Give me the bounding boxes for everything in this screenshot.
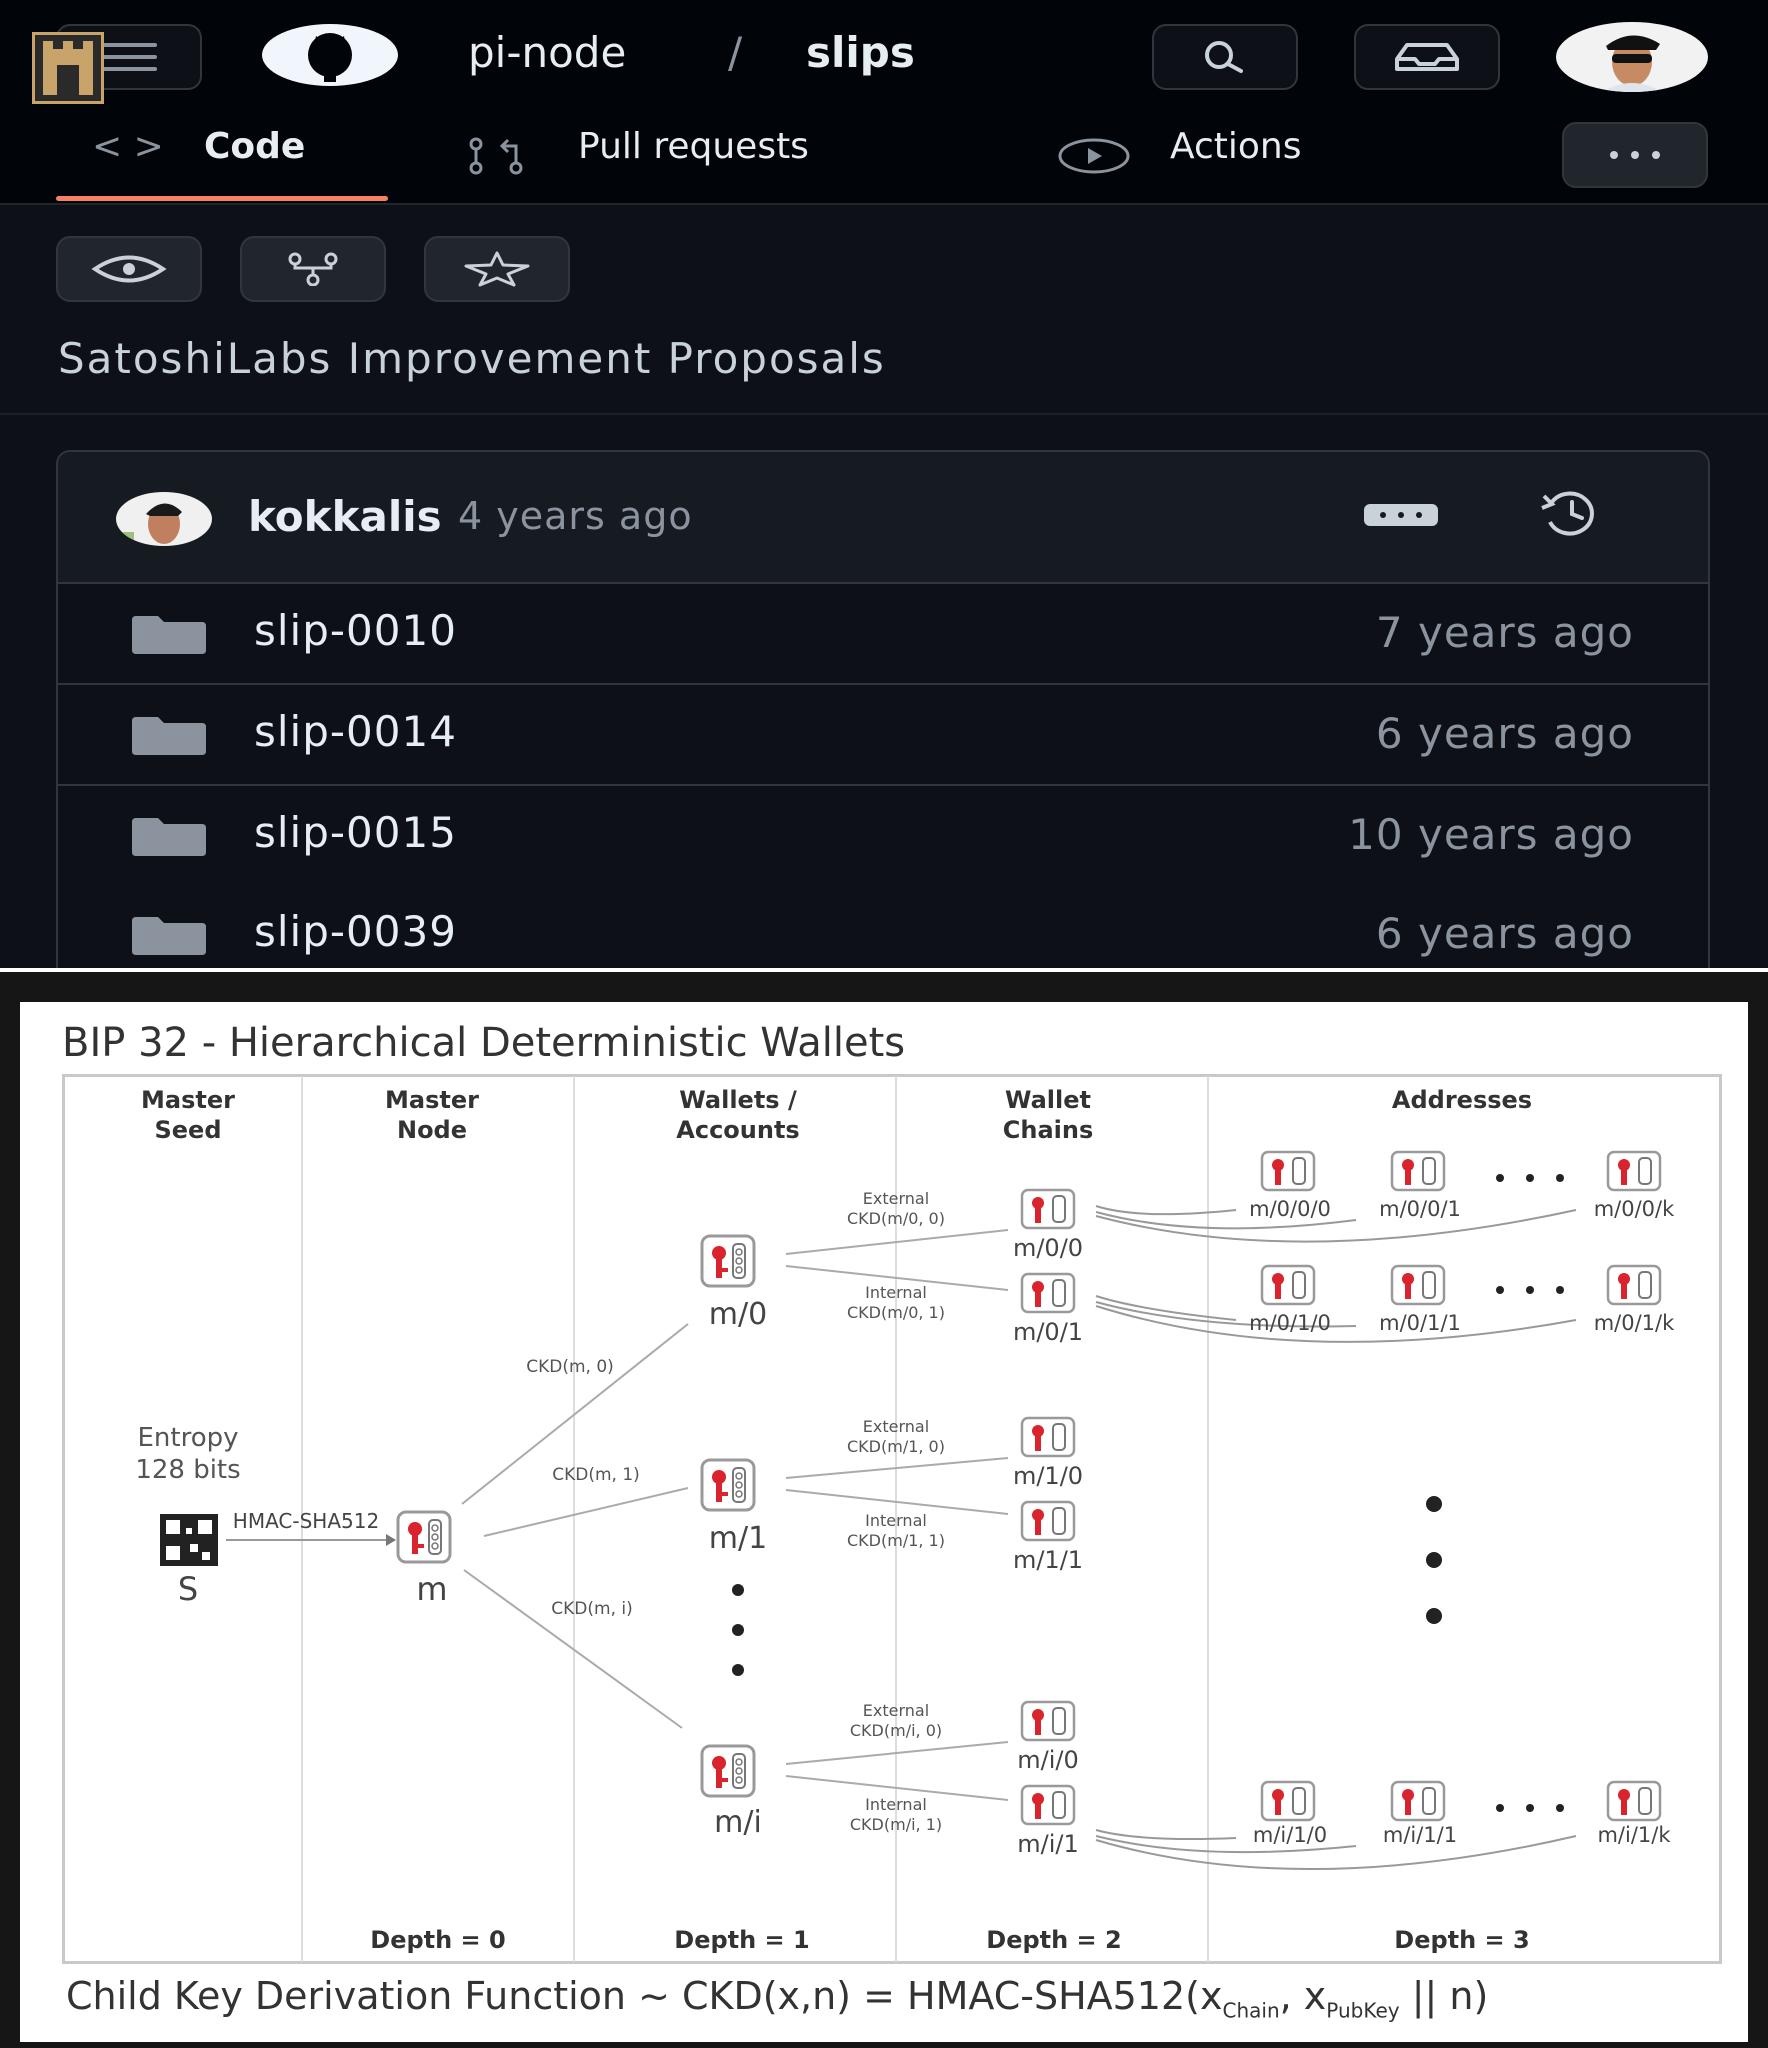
edge-label: CKD(m, 0) [526,1357,614,1377]
chain-key-icon [1022,1418,1074,1456]
file-age: 6 years ago [1375,909,1634,958]
address-label: m/0/1/0 [1249,1311,1331,1335]
depth-label: Depth = 3 [1394,1926,1530,1954]
chain-key-icon [1022,1786,1074,1824]
depth-label: Depth = 2 [986,1926,1122,1954]
chain-label: m/1/1 [1012,1546,1084,1574]
entropy-label: Entropy 128 bits [135,1423,241,1485]
address-label: m/0/1/1 [1379,1311,1461,1335]
chain-label: m/0/1 [1012,1318,1084,1346]
code-icon: < > [92,126,164,167]
chain-label: m/i/0 [1017,1746,1079,1774]
edge-label: External CKD(m/i, 0) [849,1701,943,1740]
breadcrumb-separator: / [728,28,743,77]
chain-label: m/1/0 [1012,1462,1084,1490]
column-header: Wallet Chains [1002,1086,1094,1144]
file-name[interactable]: slip-0010 [254,606,457,655]
chain-key-icon [1022,1502,1074,1540]
address-label: m/i/1/0 [1252,1823,1328,1847]
edge-label: Internal CKD(m/i, 1) [849,1795,943,1834]
edge-label: Internal CKD(m/0, 1) [847,1283,945,1322]
tab-actions[interactable]: Actions [1170,126,1302,167]
file-name[interactable]: slip-0014 [254,707,457,756]
column-header: Master Node [385,1086,479,1144]
address-label: m/0/1/k [1593,1311,1675,1335]
account-key-icon [702,1460,754,1510]
edge-label: External CKD(m/1, 0) [847,1417,945,1456]
address-label: m/0/0/0 [1249,1197,1331,1221]
edge-label: Internal CKD(m/1, 1) [847,1511,945,1550]
chain-key-icon [1022,1274,1074,1312]
chain-key-icon [1022,1190,1074,1228]
account-label: m/i [714,1805,762,1840]
tab-pull-requests[interactable]: Pull requests [578,126,809,167]
file-age: 7 years ago [1375,608,1634,657]
edge-label: External CKD(m/0, 0) [847,1189,945,1228]
breadcrumb-repo[interactable]: slips [806,28,915,77]
address-label: m/i/1/1 [1382,1823,1458,1847]
qr-seed-icon [160,1514,218,1566]
account-key-icon [702,1236,754,1286]
column-header: Master Seed [141,1086,235,1144]
column-header: Wallets / Accounts [676,1086,800,1144]
file-name[interactable]: slip-0039 [254,907,457,956]
depth-label: Depth = 1 [674,1926,810,1954]
account-label: m/0 [708,1297,768,1332]
hmac-label: HMAC-SHA512 [232,1509,380,1533]
tab-code[interactable]: Code [204,126,306,167]
file-name[interactable]: slip-0015 [254,808,457,857]
edge-label: CKD(m, 1) [552,1465,640,1485]
repo-description: SatoshiLabs Improvement Proposals [58,334,886,383]
seed-label: S [177,1570,199,1608]
address-label: m/i/1/k [1597,1823,1671,1847]
ckd-formula: Child Key Derivation Function ~ CKD(x,n) = HMAC-$SHA512(x_{Chain}$, $x_{PubKey}$ || n) [66,1974,1489,2023]
chain-label: m/i/1 [1017,1830,1079,1858]
address-label: m/0/0/1 [1379,1197,1461,1221]
address-keys [1262,1152,1660,1820]
column-header: Addresses [1391,1086,1533,1114]
ellipsis-dots [1426,1174,1564,1812]
edge-label: CKD(m, i) [551,1599,633,1619]
chain-label: m/0/0 [1012,1234,1084,1262]
account-key-icon [702,1746,754,1796]
commit-author[interactable]: kokkalis [248,492,442,541]
address-label: m/0/0/k [1593,1197,1675,1221]
master-node-label: m [416,1570,448,1608]
account-label: m/1 [708,1521,768,1556]
chain-key-icon [1022,1702,1074,1740]
depth-label: Depth = 0 [370,1926,506,1954]
master-key-icon [398,1512,450,1562]
commit-time: 4 years ago [458,494,693,538]
ellipsis-dots [732,1584,744,1676]
file-age: 6 years ago [1375,709,1634,758]
diagram-title: BIP 32 - Hierarchical Deterministic Wallets [62,1020,906,1066]
file-age: 10 years ago [1348,810,1634,859]
breadcrumb-owner[interactable]: pi-node [468,28,627,77]
